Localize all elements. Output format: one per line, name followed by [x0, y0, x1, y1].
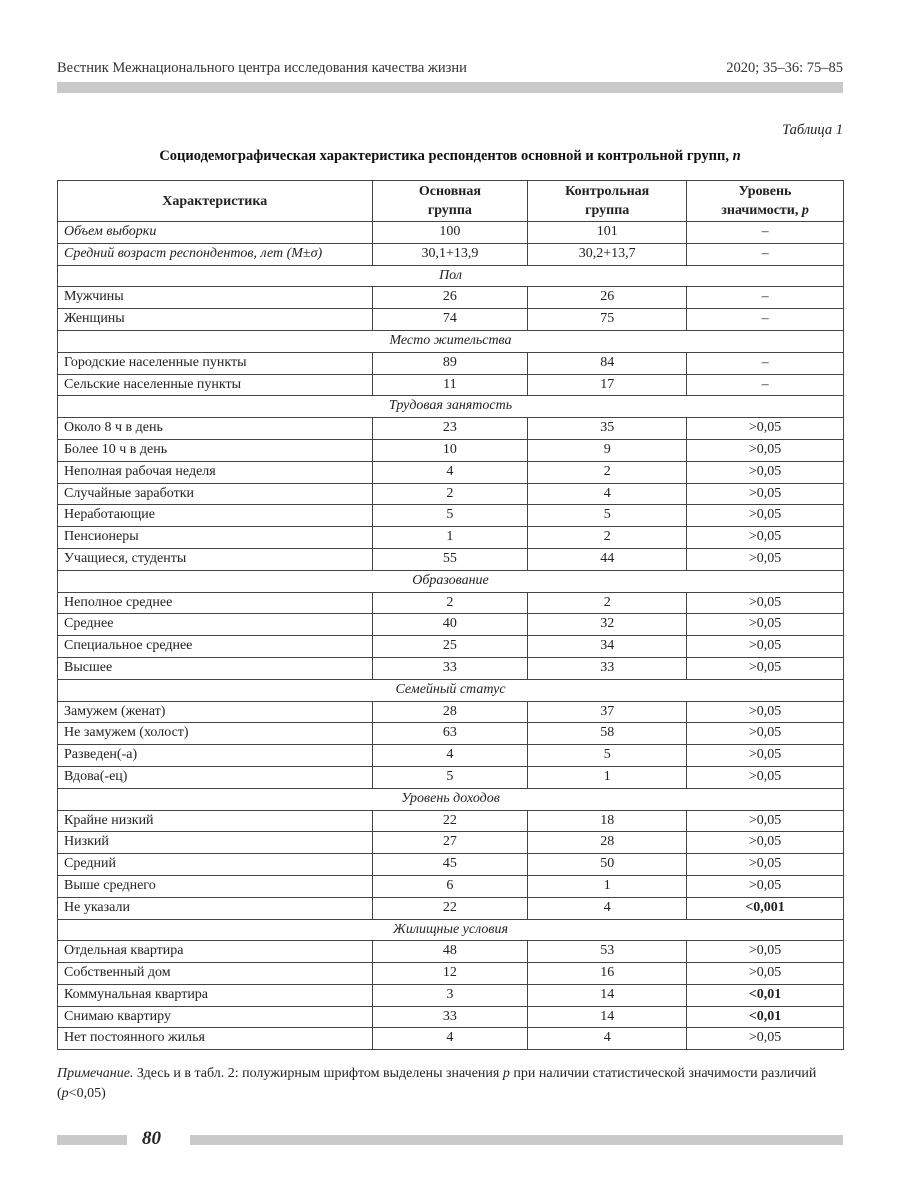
- control-group-value: 50: [528, 854, 687, 876]
- main-group-value: 6: [372, 875, 528, 897]
- note-p-symbol: p: [502, 1066, 510, 1081]
- row-label: Вдова(-ец): [58, 766, 373, 788]
- significance-value: >0,05: [687, 657, 844, 679]
- control-group-value: 101: [528, 222, 687, 244]
- table-section-row: [58, 265, 844, 287]
- main-group-value: 2: [372, 483, 528, 505]
- table-row: [58, 483, 844, 505]
- row-label: Средний: [58, 854, 373, 876]
- table-note: [57, 1064, 843, 1104]
- table-section-row: [58, 570, 844, 592]
- main-group-value: 89: [372, 352, 528, 374]
- main-group-value: 5: [372, 766, 528, 788]
- row-label: Средний возраст респондентов, лет (M±σ): [58, 243, 373, 265]
- table-row: [58, 505, 844, 527]
- main-group-value: 3: [372, 984, 528, 1006]
- row-label: Учащиеся, студенты: [58, 548, 373, 570]
- table-section-row: [58, 396, 844, 418]
- significance-value: >0,05: [687, 592, 844, 614]
- significance-value: >0,05: [687, 810, 844, 832]
- control-group-value: 16: [528, 963, 687, 985]
- table-body: [58, 222, 844, 1050]
- main-group-value: 4: [372, 745, 528, 767]
- significance-value: >0,05: [687, 461, 844, 483]
- control-group-value: 75: [528, 309, 687, 331]
- significance-value: >0,05: [687, 723, 844, 745]
- journal-title: Вестник Межнационального центра исследования качества жизни: [57, 60, 467, 76]
- row-label: Более 10 ч в день: [58, 439, 373, 461]
- sociodemographic-table: [57, 180, 844, 1050]
- row-label: Женщины: [58, 309, 373, 331]
- table-row: [58, 352, 844, 374]
- significance-value: –: [687, 309, 844, 331]
- main-group-value: 40: [372, 614, 528, 636]
- control-group-value: 58: [528, 723, 687, 745]
- control-group-value: 5: [528, 505, 687, 527]
- header-control-group: Контрольная группа: [528, 181, 687, 222]
- table-section-row: [58, 788, 844, 810]
- significance-value: >0,05: [687, 941, 844, 963]
- table-row: [58, 766, 844, 788]
- header-main-group: Основная группа: [372, 181, 528, 222]
- row-label: Около 8 ч в день: [58, 418, 373, 440]
- footer-left-bar: [57, 1135, 127, 1145]
- table-row: [58, 418, 844, 440]
- significance-value: >0,05: [687, 527, 844, 549]
- main-group-value: 30,1+13,9: [372, 243, 528, 265]
- section-heading: Место жительства: [58, 330, 844, 352]
- significance-value: >0,05: [687, 854, 844, 876]
- row-label: Крайне низкий: [58, 810, 373, 832]
- control-group-value: 4: [528, 1028, 687, 1050]
- significance-value: –: [687, 374, 844, 396]
- control-group-value: 9: [528, 439, 687, 461]
- main-group-value: 2: [372, 592, 528, 614]
- row-label: Выше среднего: [58, 875, 373, 897]
- section-heading: Образование: [58, 570, 844, 592]
- control-group-value: 53: [528, 941, 687, 963]
- main-group-value: 4: [372, 461, 528, 483]
- note-text-3: <0,05): [68, 1086, 106, 1101]
- control-group-value: 18: [528, 810, 687, 832]
- table-row: [58, 614, 844, 636]
- page-number: 80: [142, 1128, 161, 1149]
- row-label: Неполная рабочая неделя: [58, 461, 373, 483]
- control-group-value: 14: [528, 1006, 687, 1028]
- table-section-row: [58, 919, 844, 941]
- main-group-value: 33: [372, 657, 528, 679]
- header-rule: [57, 82, 843, 93]
- row-label: Разведен(-а): [58, 745, 373, 767]
- control-group-value: 5: [528, 745, 687, 767]
- citation: 2020; 35–36: 75–85: [726, 60, 843, 76]
- control-group-value: 35: [528, 418, 687, 440]
- control-group-value: 4: [528, 897, 687, 919]
- table-section-row: [58, 679, 844, 701]
- row-label: Мужчины: [58, 287, 373, 309]
- table-row: [58, 309, 844, 331]
- note-text-1: Здесь и в табл. 2: полужирным шрифтом выделены значения: [133, 1066, 503, 1081]
- significance-value: >0,05: [687, 766, 844, 788]
- table-row: [58, 963, 844, 985]
- control-group-value: 14: [528, 984, 687, 1006]
- main-group-value: 28: [372, 701, 528, 723]
- table-row: [58, 832, 844, 854]
- row-label: Среднее: [58, 614, 373, 636]
- significance-value: >0,05: [687, 548, 844, 570]
- control-group-value: 1: [528, 875, 687, 897]
- main-group-value: 33: [372, 1006, 528, 1028]
- table-title-text: Социодемографическая характеристика респондентов основной и контрольной групп, n: [159, 148, 741, 164]
- main-group-value: 45: [372, 854, 528, 876]
- significance-value: >0,05: [687, 505, 844, 527]
- table-row: [58, 875, 844, 897]
- main-group-value: 100: [372, 222, 528, 244]
- table-row: [58, 1028, 844, 1050]
- control-group-value: 2: [528, 592, 687, 614]
- row-label: Объем выборки: [58, 222, 373, 244]
- table-row: [58, 657, 844, 679]
- table-section-row: [58, 330, 844, 352]
- row-label: Снимаю квартиру: [58, 1006, 373, 1028]
- row-label: Городские населенные пункты: [58, 352, 373, 374]
- section-heading: Жилищные условия: [58, 919, 844, 941]
- significance-value: >0,05: [687, 745, 844, 767]
- header-characteristic: Характеристика: [58, 181, 373, 222]
- table-row: [58, 439, 844, 461]
- row-label: Пенсионеры: [58, 527, 373, 549]
- table-row: [58, 592, 844, 614]
- main-group-value: 5: [372, 505, 528, 527]
- significance-value: <0,01: [687, 984, 844, 1006]
- note-p-symbol-2: p: [61, 1086, 69, 1101]
- header-significance: Уровень значимости, p: [687, 181, 844, 222]
- significance-value: <0,001: [687, 897, 844, 919]
- main-group-value: 23: [372, 418, 528, 440]
- main-group-value: 63: [372, 723, 528, 745]
- footer-right-bar: [190, 1135, 843, 1145]
- table-row: [58, 222, 844, 244]
- control-group-value: 2: [528, 461, 687, 483]
- significance-value: >0,05: [687, 483, 844, 505]
- table-row: [58, 723, 844, 745]
- row-label: Отдельная квартира: [58, 941, 373, 963]
- table-row: [58, 897, 844, 919]
- table-label: Таблица 1: [782, 122, 843, 138]
- control-group-value: 1: [528, 766, 687, 788]
- main-group-value: 11: [372, 374, 528, 396]
- section-heading: Пол: [58, 265, 844, 287]
- row-label: Замужем (женат): [58, 701, 373, 723]
- row-label: Неполное среднее: [58, 592, 373, 614]
- significance-value: <0,01: [687, 1006, 844, 1028]
- significance-value: >0,05: [687, 701, 844, 723]
- note-label: Примечание.: [57, 1066, 134, 1081]
- significance-value: >0,05: [687, 614, 844, 636]
- row-label: Не замужем (холост): [58, 723, 373, 745]
- table-title: [57, 148, 843, 165]
- table-row: [58, 636, 844, 658]
- table-title-n-symbol: n: [732, 148, 741, 164]
- main-group-value: 27: [372, 832, 528, 854]
- main-group-value: 48: [372, 941, 528, 963]
- row-label: Не указали: [58, 897, 373, 919]
- significance-value: –: [687, 287, 844, 309]
- row-label: Нет постоянного жилья: [58, 1028, 373, 1050]
- table-row: [58, 810, 844, 832]
- section-heading: Уровень доходов: [58, 788, 844, 810]
- control-group-value: 28: [528, 832, 687, 854]
- row-label: Случайные заработки: [58, 483, 373, 505]
- row-label: Неработающие: [58, 505, 373, 527]
- main-group-value: 10: [372, 439, 528, 461]
- significance-value: >0,05: [687, 963, 844, 985]
- row-label: Собственный дом: [58, 963, 373, 985]
- control-group-value: 2: [528, 527, 687, 549]
- main-group-value: 74: [372, 309, 528, 331]
- table-row: [58, 941, 844, 963]
- row-label: Коммунальная квартира: [58, 984, 373, 1006]
- main-group-value: 12: [372, 963, 528, 985]
- table-header-row: [58, 181, 844, 222]
- significance-value: >0,05: [687, 418, 844, 440]
- note-text-2: при наличии статистической значимости различий (: [57, 1066, 817, 1101]
- section-heading: Трудовая занятость: [58, 396, 844, 418]
- table-row: [58, 374, 844, 396]
- table-row: [58, 461, 844, 483]
- main-group-value: 25: [372, 636, 528, 658]
- main-group-value: 22: [372, 810, 528, 832]
- table-row: [58, 701, 844, 723]
- main-group-value: 22: [372, 897, 528, 919]
- main-group-value: 4: [372, 1028, 528, 1050]
- significance-value: –: [687, 243, 844, 265]
- table-row: [58, 548, 844, 570]
- table-row: [58, 243, 844, 265]
- control-group-value: 4: [528, 483, 687, 505]
- table-row: [58, 984, 844, 1006]
- table-row: [58, 854, 844, 876]
- control-group-value: 26: [528, 287, 687, 309]
- significance-value: >0,05: [687, 832, 844, 854]
- table-row: [58, 1006, 844, 1028]
- row-label: Специальное среднее: [58, 636, 373, 658]
- running-header: [57, 60, 843, 77]
- control-group-value: 30,2+13,7: [528, 243, 687, 265]
- row-label: Низкий: [58, 832, 373, 854]
- control-group-value: 84: [528, 352, 687, 374]
- significance-value: >0,05: [687, 439, 844, 461]
- control-group-value: 32: [528, 614, 687, 636]
- section-heading: Семейный статус: [58, 679, 844, 701]
- significance-value: >0,05: [687, 1028, 844, 1050]
- control-group-value: 37: [528, 701, 687, 723]
- control-group-value: 17: [528, 374, 687, 396]
- table-row: [58, 745, 844, 767]
- main-group-value: 26: [372, 287, 528, 309]
- significance-value: >0,05: [687, 875, 844, 897]
- control-group-value: 34: [528, 636, 687, 658]
- significance-value: –: [687, 352, 844, 374]
- control-group-value: 44: [528, 548, 687, 570]
- table-row: [58, 287, 844, 309]
- main-group-value: 55: [372, 548, 528, 570]
- row-label: Высшее: [58, 657, 373, 679]
- table-row: [58, 527, 844, 549]
- main-group-value: 1: [372, 527, 528, 549]
- row-label: Сельские населенные пункты: [58, 374, 373, 396]
- significance-value: >0,05: [687, 636, 844, 658]
- significance-value: –: [687, 222, 844, 244]
- control-group-value: 33: [528, 657, 687, 679]
